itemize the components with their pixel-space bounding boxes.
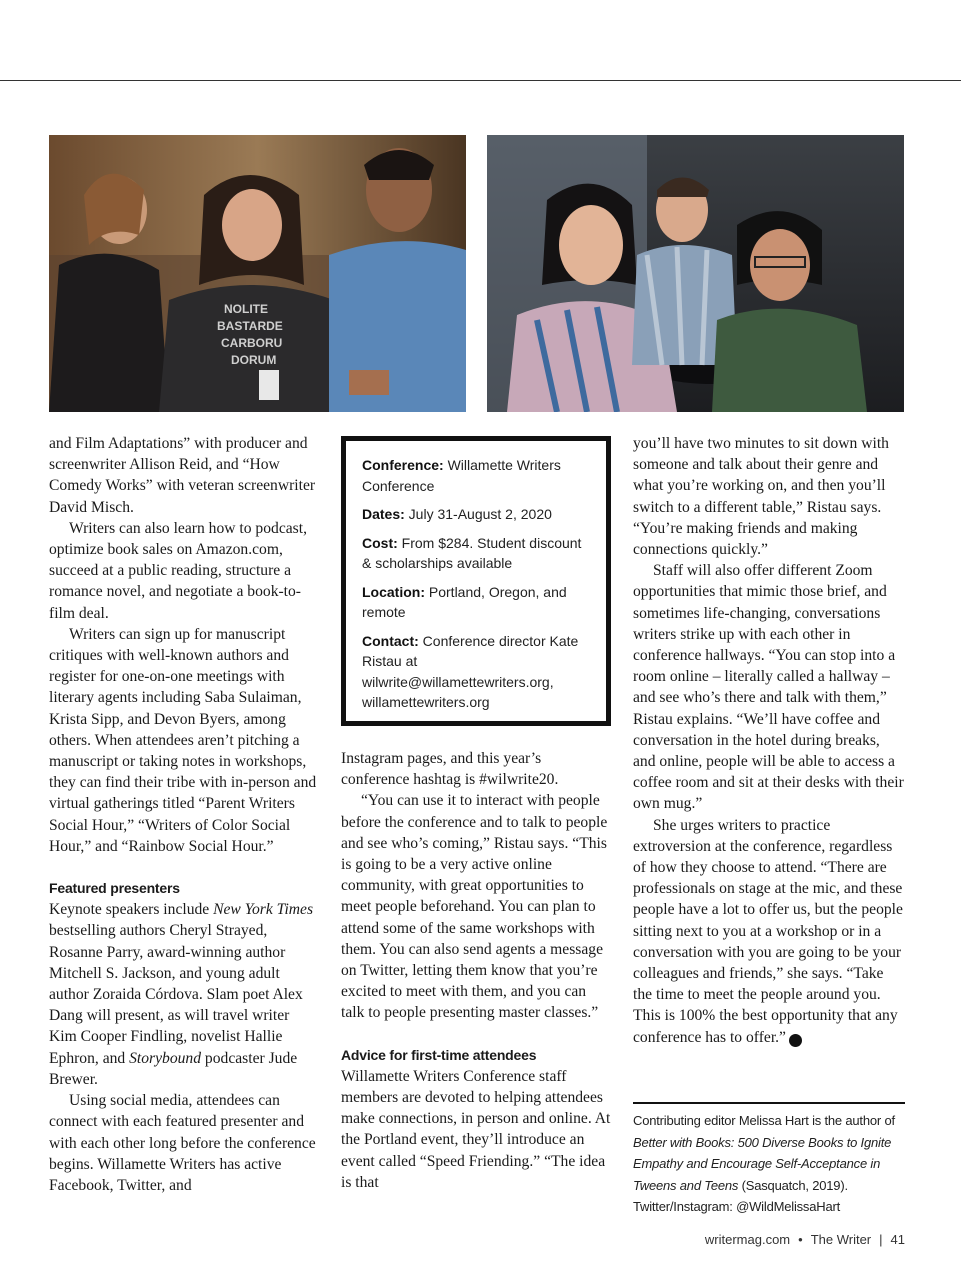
footer-magazine: The Writer [810,1232,872,1247]
shirt-text-line-2: BASTARDE [217,319,283,333]
paragraph: Willamette Writers Conference staff members are devoted to helping attendees make connections, in person and online. At the Portland event, they’ll introduce an event called “Speed Friending.” “The idea is that [341,1067,611,1191]
paragraph: Writers can sign up for manuscript critiques with well-known authors and register for one-on-one meetings with literary agents including Saba Sulaiman, Krista Sipp, and Devon Byers, among others. When attendees aren’t pitching a manuscript or taking notes in workshops, they can find their tribe with in-person and virtual gatherings titled “Parent Writers Social Hour,” “Writers of Color Social Hour,” and “Rainbow Social Hour.” [49,625,317,855]
paragraph: Keynote speakers include New York Times bestselling authors Cheryl Strayed, Rosanne Parry, award-winning author Mitchell S. Jackson, and young adult author Zoraida Córdova. Slam poet Alex Dang will present, as will travel writer Kim Cooper Findling, novelist Hallie Ephron, and Storybound podcaster Jude Brewer. [49,901,314,1088]
footer-site: writermag.com [704,1232,791,1247]
paragraph: She urges writers to practice extroversion at the conference, regardless of how they choose to attend. “There are professionals on stage at the mic, and these people have a lot to offer us, but the people sitting next to you at a workshop or in a conversation with you are going to be your colleagues and friends,” she says. “Take the time to meet the people around you. This is 100% the best opportunity that any conference has to offer.” W [633,816,903,1046]
info-dates: Dates: July 31-August 2, 2020 [362,506,552,522]
section-heading-advice: Advice for first-time attendees [341,1046,537,1063]
info-contact: Contact: Conference director Kate Ristau at wilwrite@willamettewriters.org, willamettewriters.org [362,632,579,710]
paragraph: Writers can also learn how to podcast, optimize book sales on Amazon.com, succeed at a public reading, structure a romance novel, and negotiate a book-to-film deal. [49,519,307,622]
paragraph: Using social media, attendees can connect with each featured presenter and with each other long before the conference begins. Willamette Writers has active Facebook, Twitter, and [49,1092,316,1194]
header-rule [0,80,961,81]
page-number: 41 [890,1232,905,1247]
photo-conference-attendees-left [49,135,466,412]
article-column-3 [633,433,905,1048]
end-mark-icon: W [789,1034,802,1047]
paragraph: Staff will also offer different Zoom opportunities that mimic those brief, and sometimes life-changing, conversations writers strike up with each other in conference hallways. “You can stop into a room online – literally called a hallway – and see who’s there and talk with them,” Ristau explains. “We’ll have coffee and conversation in the hotel during breaks, and online, people will be able to access a coffee room and sit at their desks with their own mug.” [633,562,904,813]
article-column-2 [341,748,613,1193]
shirt-text-line-4: DORUM [231,353,277,367]
shirt-text-line-1: NOLITE [224,302,268,316]
paragraph: “You can use it to interact with people before the conference and to talk to people and see who’s coming,” Ristau says. “This is going to be a very active online community, with great opportunities to meet people beforehand. You can plan to attend some of the same workshops with them. You can also send agents a message on Twitter, letting them know that you’re excited to meet with them, and you can talk to people presenting master classes.” [341,792,608,1022]
shirt-text-line-3: CARBORU [221,336,283,350]
info-conference: Conference: Willamette Writers Conference [362,457,561,494]
footer-divider: | [879,1232,883,1247]
info-location: Location: Portland, Oregon, and remote [362,583,567,620]
footer-bullet: • [798,1232,803,1247]
section-heading-featured-presenters: Featured presenters [49,880,180,897]
conference-info-box [341,436,611,726]
paragraph: you’ll have two minutes to sit down with someone and talk about their genre and what you’re working on, and then you’ll switch to a different table,” Ristau says. “You’re making friends and making connections quickly.” [633,435,889,559]
author-bio: Contributing editor Melissa Hart is the author of Better with Books: 500 Diverse Books to Ignite Empathy and Encourage Self-Acceptance in Tweens and Teens (Sasquatch, 2019). Twitter/Instagram: @WildMelissaHart [633,1113,895,1214]
article-column-1 [49,433,319,1196]
info-cost: Cost: From $284. Student discount & scholarships available [362,534,582,571]
photo-conference-attendees-right [487,135,904,412]
page-footer [705,1232,905,1247]
paragraph: Instagram pages, and this year’s conference hashtag is #wilwrite20. [341,750,559,789]
bio-divider [633,1102,905,1104]
paragraph: and Film Adaptations” with producer and screenwriter Allison Reid, and “How Comedy Works” with veteran screenwriter David Misch. [49,435,316,516]
